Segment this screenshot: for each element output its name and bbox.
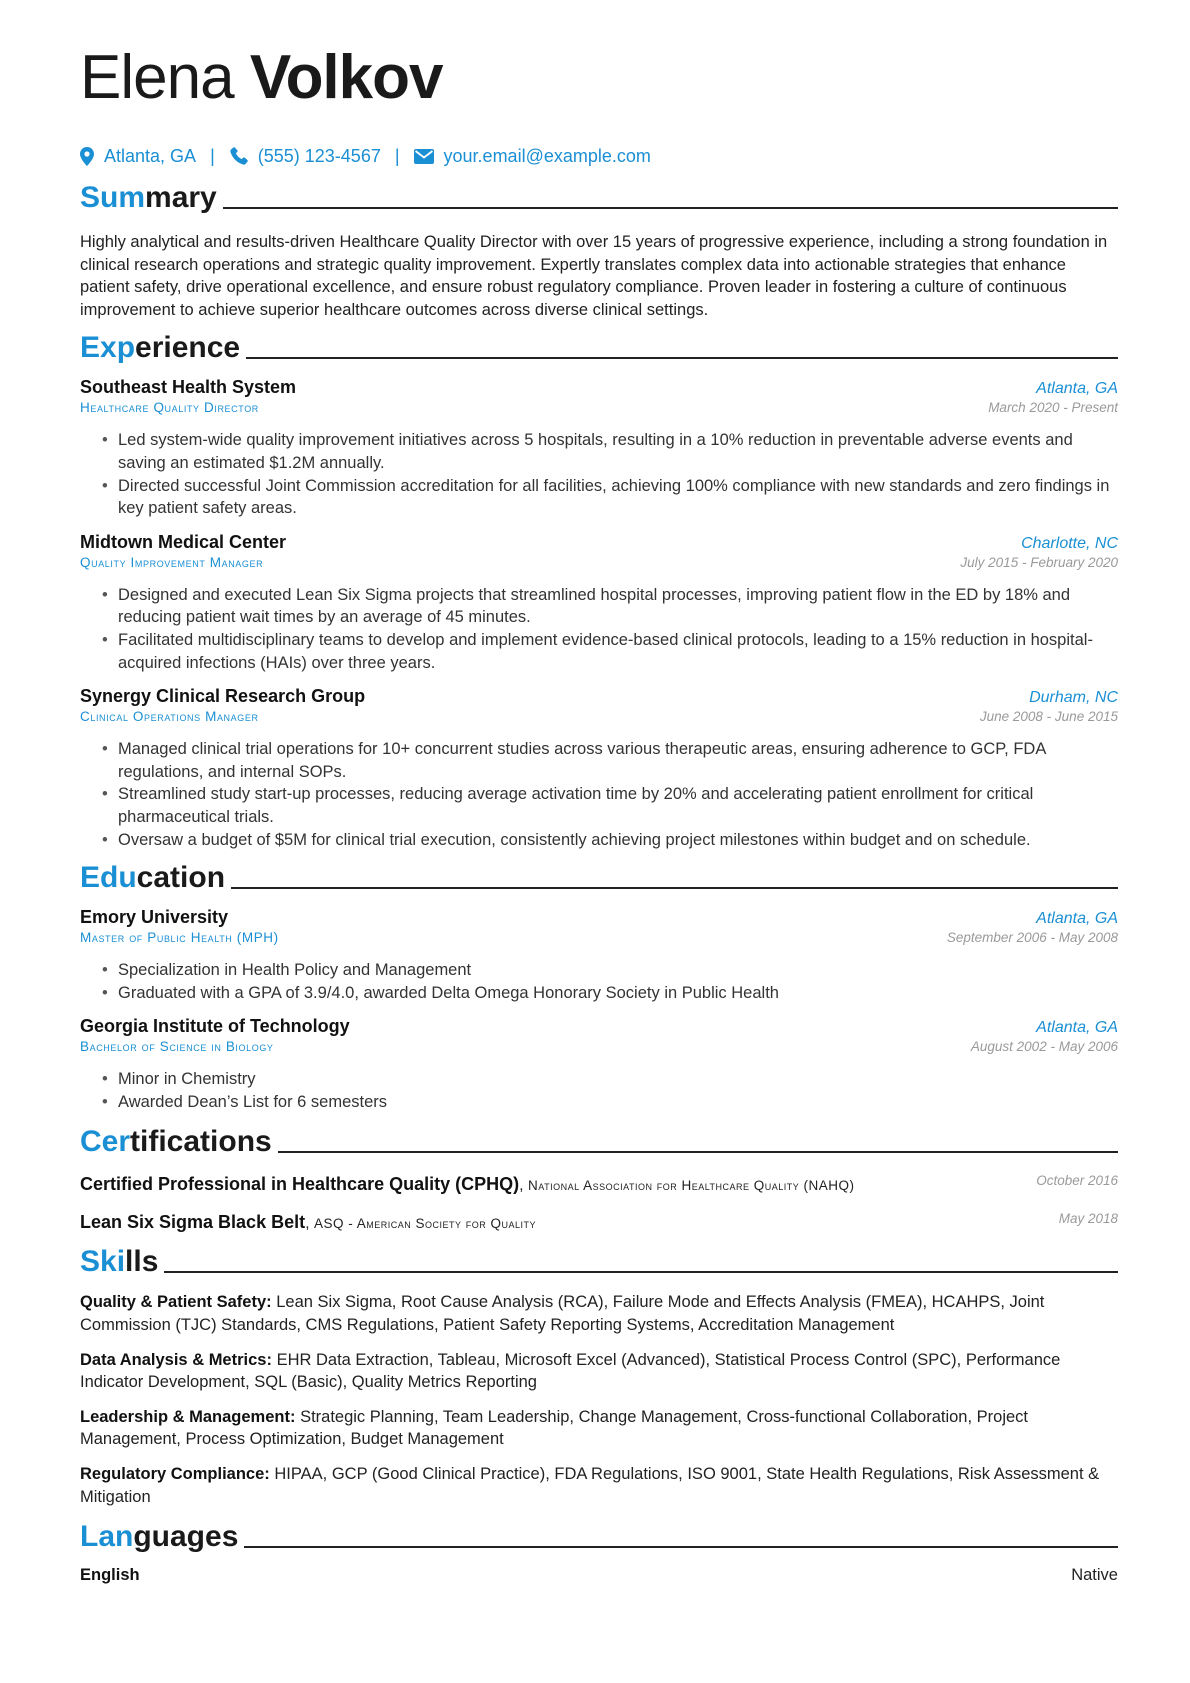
bullet-item: • Specialization in Health Policy and Management xyxy=(102,959,1118,982)
phone-icon xyxy=(229,147,248,166)
skill-group xyxy=(80,1349,1118,1394)
section-rule xyxy=(164,1271,1118,1273)
bullet-item: • Awarded Dean’s List for 6 semesters xyxy=(102,1091,1118,1114)
section-rule xyxy=(223,207,1118,209)
organization-name: Georgia Institute of Technology xyxy=(80,1016,350,1037)
experience-list xyxy=(80,377,1118,851)
certifications-list xyxy=(80,1173,1118,1235)
section-rule xyxy=(278,1151,1118,1153)
language-level: Native xyxy=(1071,1566,1118,1585)
entry-header xyxy=(80,377,1118,398)
bullet-list xyxy=(80,1068,1118,1113)
certification-item xyxy=(80,1211,1118,1235)
bullet-item: • Managed clinical trial operations for 10+ concurrent studies across various therapeutic areas, ensuring adherence to GCP, FDA regulations, and internal SOPs. xyxy=(102,738,1118,783)
skill-category: Regulatory Compliance: xyxy=(80,1465,270,1484)
skill-category: Quality & Patient Safety: xyxy=(80,1293,272,1312)
education-entry xyxy=(80,1016,1118,1113)
bullet-item: • Led system-wide quality improvement initiatives across 5 hospitals, resulting in a 10% reduction in preventable adverse events and saving an estimated $1.2M annually. xyxy=(102,429,1118,474)
separator: | xyxy=(210,146,215,166)
organization-name: Synergy Clinical Research Group xyxy=(80,686,366,707)
certification-issuer: National Association for Healthcare Quality (NAHQ) xyxy=(528,1178,855,1194)
skill-values: Lean Six Sigma, Root Cause Analysis (RCA), Failure Mode and Effects Analysis (FMEA), HCAHPS, Joint Commission (TJC) Standards, CMS Regulations, Patient Safety Reporting Systems, Accreditation Management xyxy=(80,1293,1045,1335)
section-title-languages: Lan guages xyxy=(80,1520,1118,1554)
entry-date: March 2020 - Present xyxy=(988,400,1118,416)
certification-item xyxy=(80,1173,1118,1197)
skill-group xyxy=(80,1291,1118,1336)
candidate-name xyxy=(80,40,1118,116)
education-list xyxy=(80,907,1118,1113)
organization-name: Southeast Health System xyxy=(80,377,297,398)
section-rule xyxy=(244,1546,1118,1548)
separator: | xyxy=(394,146,400,166)
section-title-experience: Exp erience xyxy=(80,331,1118,365)
experience-entry xyxy=(80,686,1118,851)
skill-group xyxy=(80,1406,1118,1451)
experience-entry xyxy=(80,532,1118,674)
entry-header xyxy=(80,686,1118,707)
skill-values: Strategic Planning, Team Leadership, Change Management, Cross-functional Collaboration, Project Management, Process Optimization, Budget Management xyxy=(80,1407,1029,1449)
map-pin-icon xyxy=(80,147,94,166)
section-rule xyxy=(231,887,1118,889)
contact-location xyxy=(80,146,196,167)
entry-location: Atlanta, GA xyxy=(1036,1019,1118,1037)
certification-name: Lean Six Sigma Black Belt xyxy=(80,1212,306,1233)
language-name: English xyxy=(80,1566,140,1585)
experience-entry xyxy=(80,377,1118,519)
entry-role: Clinical Operations Manager xyxy=(80,709,259,725)
entry-header xyxy=(80,907,1118,928)
summary-text: Highly analytical and results-driven Healthcare Quality Director with over 15 years of progressive experience, including a strong foundation in clinical research operations and strategic quality improvement. Expertly translates complex data into actionable strategies that enhance patient safety, drive operational excellence, and ensure robust regulatory compliance. Proven leader in fostering a culture of continuous improvement to achieve superior healthcare outcomes across diverse clinical settings. xyxy=(80,233,1108,319)
bullet-list xyxy=(80,959,1118,1004)
entry-role: Master of Public Health (MPH) xyxy=(80,930,279,946)
entry-date: August 2002 - May 2006 xyxy=(970,1039,1118,1055)
organization-name: Emory University xyxy=(80,907,229,928)
entry-location: Durham, NC xyxy=(1029,689,1118,707)
entry-date: September 2006 - May 2008 xyxy=(946,930,1118,946)
section-rule xyxy=(246,357,1118,359)
entry-location: Atlanta, GA xyxy=(1036,380,1118,398)
envelope-icon xyxy=(414,149,434,164)
certification-name: Certified Professional in Healthcare Quality (CPHQ) xyxy=(80,1174,520,1195)
entry-location: Charlotte, NC xyxy=(1021,534,1118,552)
bullet-item: • Minor in Chemistry xyxy=(102,1068,1118,1091)
certification-date: October 2016 xyxy=(1036,1173,1118,1189)
section-title-certifications: Cer tifications xyxy=(80,1125,1118,1159)
phone-text: (555) 123-4567 xyxy=(257,146,381,166)
section-title-education: Edu cation xyxy=(80,861,1118,895)
last-name: Volkov xyxy=(249,43,443,112)
certification-issuer: ASQ - American Society for Quality xyxy=(313,1216,537,1232)
certification-date: May 2018 xyxy=(1058,1211,1118,1227)
contact-line xyxy=(80,146,1118,167)
contact-phone xyxy=(229,146,381,167)
education-entry xyxy=(80,907,1118,1004)
email-link[interactable]: your.email@example.com xyxy=(443,146,651,166)
organization-name: Midtown Medical Center xyxy=(80,531,287,552)
language-item xyxy=(80,1566,1118,1585)
skill-category: Data Analysis & Metrics: xyxy=(80,1350,272,1369)
entry-date: July 2015 - February 2020 xyxy=(960,554,1118,570)
contact-email[interactable] xyxy=(414,146,651,167)
bullet-item: • Facilitated multidisciplinary teams to develop and implement evidence-based clinical protocols, leading to a 15% reduction in hospital-acquired infections (HAIs) over three years. xyxy=(102,629,1118,674)
entry-location: Atlanta, GA xyxy=(1036,910,1118,928)
skill-values: HIPAA, GCP (Good Clinical Practice), FDA Regulations, ISO 9001, State Health Regulations, Risk Assessment & Mitigation xyxy=(80,1465,1100,1506)
bullet-item: • Directed successful Joint Commission accreditation for all facilities, achieving 100% compliance with new standards and zero findings in key patient safety areas. xyxy=(102,475,1118,520)
bullet-item: • Streamlined study start-up processes, reducing average activation time by 20% and accelerating patient enrollment for critical pharmaceutical trials. xyxy=(102,783,1118,828)
entry-subheader xyxy=(80,709,1118,724)
location-text: Atlanta, GA xyxy=(104,146,197,166)
languages-list xyxy=(80,1566,1118,1585)
certification-main: Certified Professional in Healthcare Quality (CPHQ), National Association for Healthcare Quality (NAHQ) xyxy=(80,1174,855,1195)
entry-header xyxy=(80,1016,1118,1037)
certification-main: Lean Six Sigma Black Belt, ASQ - American Society for Quality xyxy=(80,1212,537,1233)
bullet-item: • Designed and executed Lean Six Sigma projects that streamlined hospital processes, improving patient flow in the ED by 18% and reducing patient wait times by an average of 45 minutes. xyxy=(102,584,1118,629)
bullet-item: • Oversaw a budget of $5M for clinical trial execution, consistently achieving project milestones within budget and on schedule. xyxy=(102,829,1118,852)
bullet-list xyxy=(80,584,1118,674)
entry-subheader xyxy=(80,930,1118,945)
bullet-list xyxy=(80,738,1118,851)
skill-group xyxy=(80,1463,1118,1508)
entry-header xyxy=(80,532,1118,553)
entry-role: Quality Improvement Manager xyxy=(80,554,264,570)
first-name: Elena xyxy=(80,43,234,112)
skill-values: EHR Data Extraction, Tableau, Microsoft Excel (Advanced), Statistical Process Control (SPC), Performance Indicator Development, SQL (Basic), Quality Metrics Reporting xyxy=(80,1350,1061,1392)
skills-list xyxy=(80,1291,1118,1508)
skill-category: Leadership & Management: xyxy=(80,1407,296,1426)
entry-subheader xyxy=(80,400,1118,415)
entry-subheader xyxy=(80,555,1118,570)
entry-role: Healthcare Quality Director xyxy=(80,400,259,416)
bullet-list xyxy=(80,429,1118,519)
entry-date: June 2008 - June 2015 xyxy=(979,709,1118,725)
entry-subheader xyxy=(80,1039,1118,1054)
section-title-skills: Ski lls xyxy=(80,1245,1118,1279)
entry-role: Bachelor of Science in Biology xyxy=(80,1039,274,1055)
bullet-item: • Graduated with a GPA of 3.9/4.0, awarded Delta Omega Honorary Society in Public Health xyxy=(102,982,1118,1005)
section-title-summary: Sum mary xyxy=(80,181,1118,215)
